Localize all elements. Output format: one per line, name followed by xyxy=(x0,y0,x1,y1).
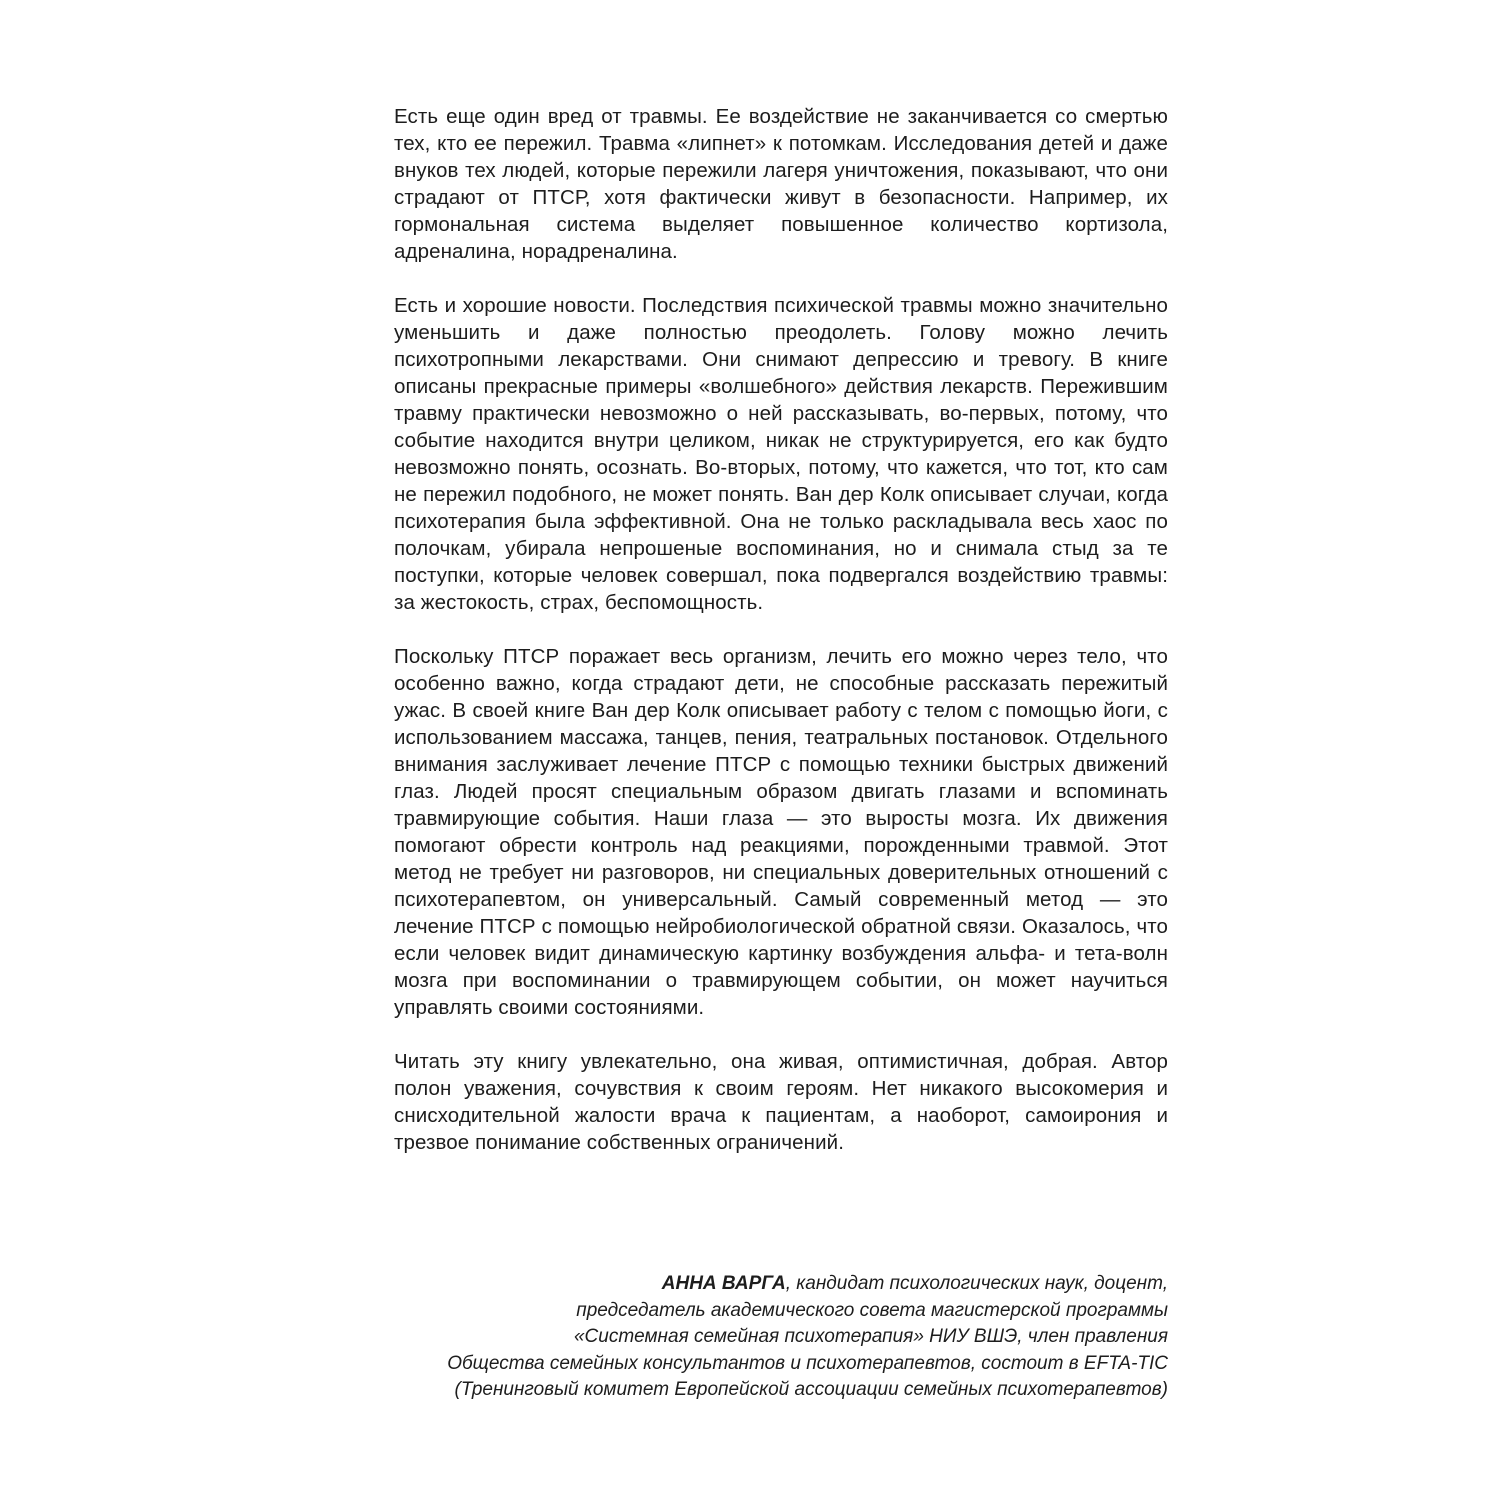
author-signature xyxy=(368,1271,1168,1404)
signature-line-4: Общества семейных консультантов и психотерапевтов, состоит в EFTA-TIC xyxy=(447,1352,1168,1374)
signature-line-5: (Тренинговый комитет Европейской ассоциации семейных психотерапевтов) xyxy=(454,1379,1168,1400)
author-name: АННА ВАРГА xyxy=(661,1273,786,1294)
signature-line-1 xyxy=(368,1271,1168,1298)
paragraph-body-therapy: Поскольку ПТСР поражает весь организм, лечить его можно через тело, что особенно важно, когда страдают дети, не способные рассказать пережитый ужас. В своей книге Ван дер Колк описывает работу с телом с помощью йоги, с использованием массажа, танцев, пения, театральных постановок. Отдельного внимания заслуживает лечение ПТСР с помощью техники быстрых движений глаз. Людей просят специальным образом двигать глазами и вспоминать травмирующие события. Наши глаза — это выросты мозга. Их движения помогают обрести контроль над реакциями, порожденными травмой. Этот метод не требует ни разговоров, ни специальных доверительных отношений с психотерапевтом, он универсальный. Самый современный метод — это лечение ПТСР с помощью нейробиологической обратной связи. Оказалось, что если человек видит динамическую картинку возбуждения альфа- и тета-волн мозга при воспоминании о травмирующем событии, он может научиться управлять своими состояниями. xyxy=(394,645,1168,1019)
paragraph-good-news: Есть и хорошие новости. Последствия психической травмы можно значительно уменьшить и даже полностью преодолеть. Голову можно лечить психотропными лекарствами. Они снимают депрессию и тревогу. В книге описаны прекрасные примеры «волшебного» действия лекарств. Пережившим травму практически невозможно о ней рассказывать, во-первых, потому, что событие находится внутри целиком, никак не структурируется, его как будто невозможно понять, осознать. Во-вторых, потому, что кажется, что тот, кто сам не пережил подобного, не может понять. Ван дер Колк описывает случаи, когда психотерапия была эффективной. Она не только раскладывала весь хаос по полочкам, убирала непрошеные воспоминания, но и снимала стыд за те поступки, которые человек совершал, пока подвергался воздействию травмы: за жестокость, страх, беспомощность. xyxy=(394,294,1168,614)
signature-line-2: председатель академического совета магистерской программы xyxy=(576,1299,1168,1321)
paragraph-trauma-descendants: Есть еще один вред от травмы. Ее воздействие не заканчивается со смертью тех, кто ее пережил. Травма «липнет» к потомкам. Исследования детей и даже внуков тех людей, которые пережили лагеря уничтожения, показывают, что они страдают от ПТСР, хотя фактически живут в безопасности. Например, их гормональная система выделяет повышенное количество кортизола, адреналина, норадреналина. xyxy=(394,105,1168,263)
paragraph-conclusion: Читать эту книгу увлекательно, она живая, оптимистичная, добрая. Автор полон уважения, сочувствия к своим героям. Нет никакого высокомерия и снисходительной жалости врача к пациентам, а наоборот, самоирония и трезвое понимание собственных ограничений. xyxy=(394,1050,1168,1154)
author-title: , кандидат психологических наук, доцент, xyxy=(785,1273,1168,1294)
signature-line-3: «Системная семейная психотерапия» НИУ ВШЭ, член правления xyxy=(573,1326,1168,1347)
document-body xyxy=(394,103,1168,1183)
